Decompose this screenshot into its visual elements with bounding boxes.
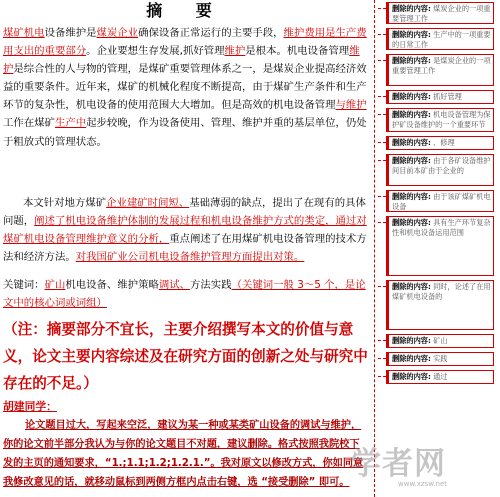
balloon-label: 删除的内容: [392, 192, 431, 201]
balloon-label: 删除的内容: [392, 354, 431, 363]
site-watermark: 学者网 [350, 446, 446, 482]
inserted-text: 维护 [224, 45, 246, 58]
body-text: 起步较晚，作为设备使用、管理、维护并重的基层单位，仍处于粗放式的管理状态。 [3, 117, 367, 148]
body-text: 。企业要想生存发展,抓好管理 [86, 45, 225, 58]
inserted-text: （关键词一般 3～5 个，是论文中的核心词或词组） [3, 279, 366, 310]
abstract-paragraph-1[interactable] [3, 24, 369, 151]
keywords-line[interactable] [3, 276, 369, 312]
revision-balloon[interactable] [386, 370, 494, 384]
inserted-text: 阐述了机电设备维护体制的发展过程和机电设备维护方式的类定， [34, 215, 336, 228]
inserted-text: 对我国矿业公司机电设备维护管理方面提出对策。 [75, 251, 305, 264]
revision-connector-line [374, 0, 375, 497]
inserted-text: 与维护 [335, 99, 367, 112]
balloon-text: 机电设备管理为保护矿设备维护的一个重要环节 [392, 110, 491, 129]
comment-leader-line [378, 114, 386, 115]
comment-leader-line [378, 358, 386, 359]
comment-leader-line [378, 34, 386, 35]
balloon-text: 具有生产环节复杂性和机电设备运用范围 [392, 218, 491, 237]
comment-leader-line [378, 8, 386, 9]
tutor-salutation: 胡建同学： [3, 400, 57, 413]
body-text: 设备维护是 [44, 27, 97, 39]
revision-balloon[interactable] [386, 190, 494, 212]
balloon-text: 实践 [433, 354, 448, 363]
comment-leader-line [378, 340, 386, 341]
revision-balloon[interactable] [386, 154, 494, 186]
revision-balloon[interactable] [386, 136, 494, 150]
watermark-url: www.xzsw.net [398, 480, 448, 488]
comment-leader-line [378, 160, 386, 161]
body-text: 方法实践 [190, 279, 232, 291]
body-text: 确保设备正常运行的主要手段， [138, 27, 284, 39]
revision-balloon[interactable] [386, 54, 494, 86]
balloon-text: 生产中的一项重要的日常工作 [392, 30, 491, 49]
body-text: 重点阐述了在用煤矿机电设备管理的技术方法和经济方法。 [3, 233, 367, 264]
balloon-label: 删除的内容: [392, 30, 431, 39]
balloon-text: 、修理 [433, 138, 455, 147]
balloon-text: 是煤炭企业的一项重要管理工作 [392, 56, 491, 75]
revision-balloon[interactable] [386, 2, 494, 24]
inserted-text: 煤矿机电 [3, 27, 45, 39]
inserted-text: 通过对煤矿机电设备管理维护意义的分析， [3, 215, 367, 246]
balloon-label: 删除的内容: [392, 56, 431, 65]
revision-balloon[interactable] [386, 216, 494, 276]
balloon-text: 通过 [433, 372, 448, 381]
balloon-text: 同时，论述了在用煤矿机电设备的 [392, 282, 491, 301]
balloon-text: 矿山 [433, 336, 448, 345]
body-text: 本文针对地方煤矿 [23, 197, 107, 209]
balloon-label: 删除的内容: [392, 92, 431, 101]
comment-leader-line [378, 60, 386, 61]
abstract-note[interactable]: （注：摘要部分不宜长，主要介绍撰写本文的价值与意义，论文主要内容综述及在研究方面的创新之处与研究中存在的不足。） [3, 321, 368, 392]
balloon-text: 由于各矿设备维护间目前本矿由于企业的 [392, 156, 491, 175]
comment-leader-line [378, 376, 386, 377]
balloon-label: 删除的内容: [392, 336, 431, 345]
balloon-label: 删除的内容: [392, 138, 431, 147]
inserted-text: 调试、 [158, 279, 191, 291]
balloon-label: 删除的内容: [392, 156, 431, 165]
comment-leader-line [378, 286, 386, 287]
balloon-label: 删除的内容: [392, 218, 431, 227]
revision-balloon[interactable] [386, 334, 494, 348]
body-text: 是综合性的人与物的管理，是煤矿重要管理体系之一，是煤炭企业提高经济效益的重要条件。近年来，煤矿的机械化程度不断提高，由于煤矿生产条件和生产环节的复杂性，机电设备的使用范围大大增加。但是高效的机电设备管理 [3, 63, 367, 112]
page-title: 摘 要 [146, 1, 226, 20]
keywords-label: 关键词： [3, 279, 45, 291]
inserted-text: 煤炭企业 [96, 27, 139, 39]
balloon-text: 抓好管理 [433, 92, 462, 101]
body-text: 工作在煤矿 [3, 117, 55, 130]
comment-leader-line [378, 96, 386, 97]
body-text: 机电设备、维护策略 [65, 279, 159, 291]
revision-balloon[interactable] [386, 108, 494, 132]
revision-comments-pane[interactable] [378, 0, 500, 497]
tutor-comment[interactable]: 论文题目过大，写起来空泛，建议为某一种或某类矿山设备的调试与维护，你的论文前半部分我认为与你的论文题目不对题，建议删除。格式按照我院校下发的主页的通知要求，“1.;1.1;1.2;1.2.1.”。我对原文以修改方式，你如同意我修改意见的话，就移动鼠标到两侧方框内点击右键，选 “接受删除” 即可。 [3, 420, 364, 488]
balloon-text: 由于该矿煤矿机电设备 [392, 192, 491, 211]
balloon-label: 删除的内容: [392, 110, 431, 119]
inserted-text: 矿山 [44, 279, 66, 291]
inserted-text: 生产中 [54, 117, 87, 130]
revision-balloon[interactable] [386, 28, 494, 50]
revision-balloon[interactable] [386, 352, 494, 366]
balloon-label: 删除的内容: [392, 4, 431, 13]
balloon-text: 煤炭企业的一项重要管理工作 [392, 4, 491, 23]
comment-leader-line [378, 196, 386, 197]
balloon-label: 删除的内容: [392, 282, 431, 291]
inserted-text: 维护 [3, 45, 360, 76]
revision-balloon[interactable] [386, 90, 494, 104]
inserted-text: 企业建矿时间短、 [106, 197, 190, 209]
abstract-paragraph-2[interactable] [3, 194, 369, 266]
body-text: 基础薄弱的缺点，提出了在现有的具体问题， [3, 197, 366, 228]
balloon-label: 删除的内容: [392, 372, 431, 381]
inserted-text: 维护费用是生产费用支出的重要部分 [3, 27, 367, 58]
revision-balloon[interactable] [386, 280, 494, 330]
comment-leader-line [378, 222, 386, 223]
body-text: 是根本。机电设备管理 [245, 45, 350, 58]
comment-leader-line [378, 142, 386, 143]
